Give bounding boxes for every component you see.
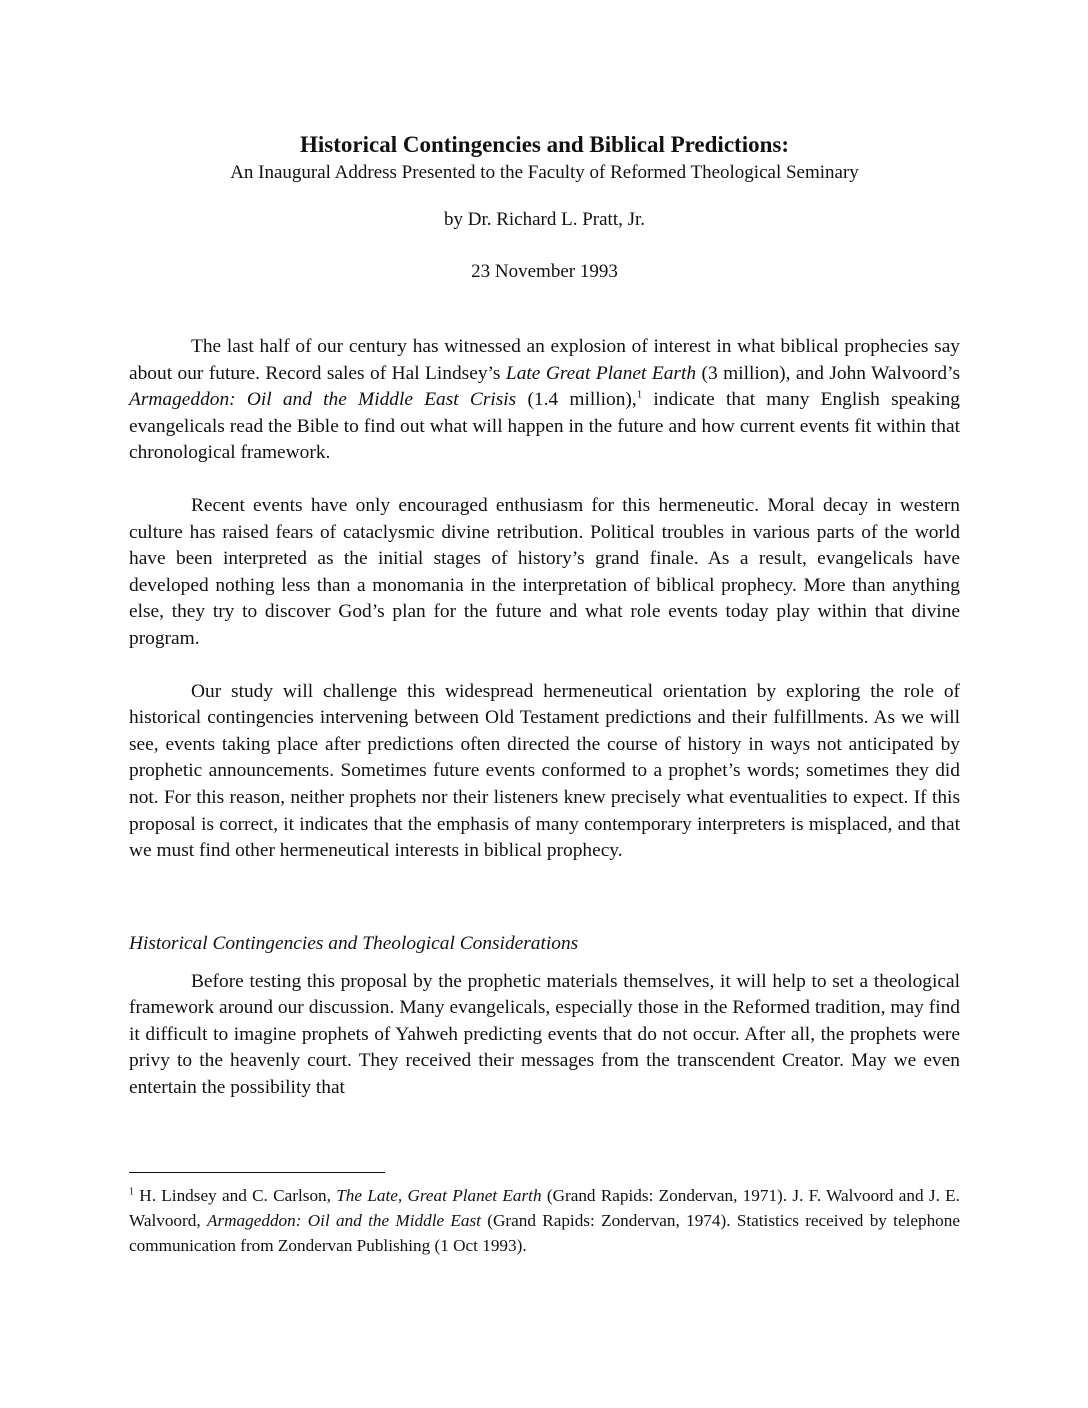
- book-title-late-great-planet-earth: Late Great Planet Earth: [505, 362, 697, 384]
- footnote-number: 1: [129, 1186, 134, 1198]
- document-title: Historical Contingencies and Biblical Predictions:: [300, 132, 789, 157]
- paragraph-1-text-c: (1.4 million),: [516, 389, 637, 411]
- paragraph-1-text-a: The last half of our century has witnessed an explosion of interest in what biblical prophecies say about our future. Record sales of Hal Lindsey’s: [129, 336, 960, 384]
- paragraph-1: [129, 334, 960, 467]
- paragraph-1-text-d: indicate that many English speaking evangelicals read the Bible to find out what will happen in the future and how current events fit within that chronological framework.: [129, 389, 960, 464]
- document-subtitle: An Inaugural Address Presented to the Faculty of Reformed Theological Seminary: [230, 162, 859, 183]
- footnote-text-c: (Grand Rapids: Zondervan, 1974). Statistics received by telephone communication from Zondervan Publishing (1 Oct 1993).: [129, 1211, 960, 1255]
- footnote-text-b: (Grand Rapids: Zondervan, 1971). J. F. Walvoord and J. E. Walvoord,: [129, 1186, 960, 1230]
- footnote-reference[interactable]: 1: [636, 388, 643, 401]
- date-line: 23 November 1993: [471, 261, 618, 282]
- footnote-book-title-1: The Late, Great Planet Earth: [336, 1186, 542, 1205]
- paragraph-1-text-b: (3 million), and John Walvoord’s: [696, 362, 960, 384]
- footnote-book-title-2: Armageddon: Oil and the Middle East: [206, 1211, 481, 1230]
- footnote-divider: [129, 1172, 385, 1173]
- footnote-text-a: H. Lindsey and C. Carlson,: [134, 1186, 337, 1205]
- footnote-1: [129, 1183, 960, 1258]
- author-line: by Dr. Richard L. Pratt, Jr.: [443, 209, 646, 230]
- section-heading: Historical Contingencies and Theological Considerations: [129, 932, 579, 954]
- book-title-armageddon: Armageddon: Oil and the Middle East Crisis: [129, 389, 517, 411]
- paragraph-4: Before testing this proposal by the prophetic materials themselves, it will help to set a theological framework around our discussion. Many evangelicals, especially those in the Reformed tradition, may find it difficult to imagine prophets of Yahweh predicting events that do not occur. After all, the prophets were privy to the heavenly court. They received their messages from the transcendent Creator. May we even entertain the possibility that: [129, 970, 960, 1099]
- paragraph-3: Our study will challenge this widespread hermeneutical orientation by exploring the role of historical contingencies intervening between Old Testament predictions and their fulfillments. As we will see, events taking place after predictions often directed the course of history in ways not anticipated by prophetic announcements. Sometimes future events conformed to a prophet’s words; sometimes they did not. For this reason, neither prophets nor their listeners knew precisely what eventualities to expect. If this proposal is correct, it indicates that the emphasis of many contemporary interpreters is misplaced, and that we must find other hermeneutical interests in biblical prophecy.: [129, 680, 960, 862]
- paragraph-2: Recent events have only encouraged enthusiasm for this hermeneutic. Moral decay in western culture has raised fears of cataclysmic divine retribution. Political troubles in various parts of the world have been interpreted as the initial stages of history’s grand finale. As a result, evangelicals have developed nothing less than a monomania in the interpretation of biblical prophecy. More than anything else, they try to discover God’s plan for the future and what role events today play within that divine program.: [129, 494, 960, 649]
- document-page: [129, 130, 960, 1102]
